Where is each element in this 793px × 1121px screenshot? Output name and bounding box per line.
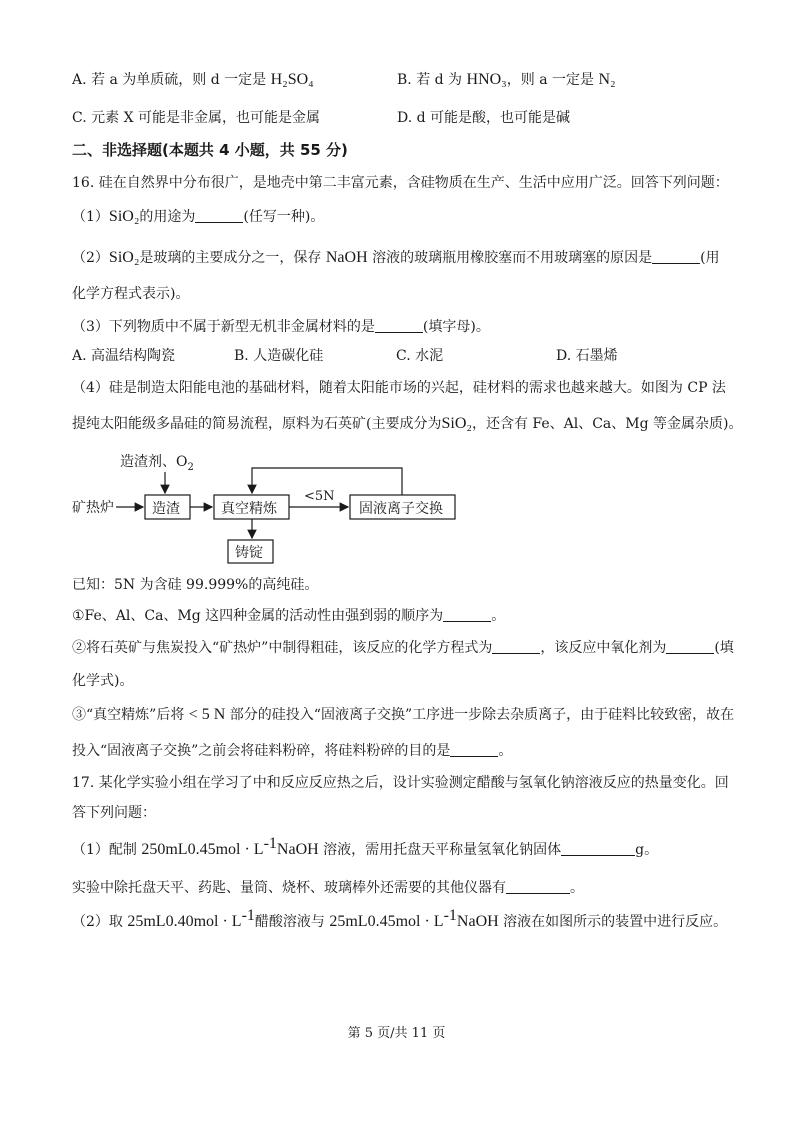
option-d: D. d 可能是酸，也可能是碱 xyxy=(397,110,571,126)
option-c: C. 元素 X 可能是非金属，也可能是金属 xyxy=(72,110,320,126)
option-a-text: A. 若 a 为单质硫，则 d 一定是 xyxy=(72,72,271,88)
q16-option-d: D. 石墨烯 xyxy=(556,348,618,364)
answer-blank[interactable] xyxy=(561,841,635,856)
flow-input-label: 矿热炉 xyxy=(72,500,114,516)
q16-part2-formula: SiO₂ xyxy=(108,249,140,266)
q17-part2 xyxy=(72,907,728,932)
q16-part1 xyxy=(72,207,324,227)
q17-part1-text: 溶液，需用托盘天平称量氢氧化钠固体 xyxy=(318,842,562,858)
q16-sub2-tail: (填 xyxy=(714,640,734,656)
flow-arrow-label: <5N xyxy=(304,489,335,504)
q16-part2 xyxy=(72,248,720,268)
flow-reagent-label: 造渣剂、$O_2$ xyxy=(120,454,194,473)
q17-part1-line2-tail: 。 xyxy=(570,880,584,896)
q16-part2-naoh: NaOH xyxy=(325,249,368,266)
q17-part1-unit: g。 xyxy=(635,842,659,858)
flow-box-ion-label: 固液离子交换 xyxy=(359,501,443,517)
q16-part4-text: 提纯太阳能级多晶硅的简易流程，原料为石英矿(主要成分为 xyxy=(72,416,442,432)
q17-part1-sup: -1 xyxy=(263,835,277,852)
answer-blank[interactable] xyxy=(666,639,714,654)
answer-blank[interactable] xyxy=(450,742,498,757)
flow-diagram xyxy=(70,446,470,566)
q16-sub3-line2-text: 投入“固液离子交换”之前会将硅料粉碎，将硅料粉碎的目的是 xyxy=(72,743,451,759)
q16-sub1-tail: 。 xyxy=(491,608,506,624)
q16-sub3 xyxy=(72,705,734,725)
q16-part3-text: （3）下列物质中不属于新型无机非金属材料的是 xyxy=(72,319,375,335)
q16-sub3-text2: 部分的硅投入“固液离子交换”工序进一步除去杂质离子，由于硅料比较致密，故在 xyxy=(225,707,735,723)
option-b-text2: ，则 a 一定是 xyxy=(506,72,599,88)
q16-sub3-line2 xyxy=(72,741,512,761)
q17-part1-number: （1）配制 xyxy=(72,842,142,858)
answer-blank[interactable] xyxy=(506,879,570,894)
q16-part3-tail: (填字母)。 xyxy=(422,319,490,335)
q17-part1-line2 xyxy=(72,878,584,898)
q16-option-b: B. 人造碳化硅 xyxy=(234,348,324,364)
q16-part1-formula: SiO₂ xyxy=(108,208,140,225)
q16-part2-text: 是玻璃的主要成分之一，保存 xyxy=(139,250,326,266)
q17-part2-number: （2）取 xyxy=(72,914,128,930)
q17-part2-sup2: -1 xyxy=(443,907,457,924)
flow-box-slag-label: 造渣 xyxy=(152,501,180,517)
option-a xyxy=(72,70,314,90)
page-footer: 第 5 页/共 11 页 xyxy=(347,1026,446,1041)
q16-sub2-text: ②将石英矿与焦炭投入“矿热炉”中制得粗硅，该反应的化学方程式为 xyxy=(72,640,493,656)
q16-part3 xyxy=(72,317,490,337)
answer-blank[interactable] xyxy=(375,318,423,333)
q16-part2-text2: 溶液的玻璃瓶用橡胶塞而不用玻璃塞的原因是 xyxy=(367,250,653,266)
q17-part1 xyxy=(72,835,659,860)
q16-sub3-tail: 。 xyxy=(498,743,513,759)
q17-part2-text: 醋酸溶液与 xyxy=(254,914,330,930)
option-b-formula2: N₂ xyxy=(598,71,616,88)
q16-known: 已知：5N 为含硅 99.999%的高纯硅。 xyxy=(72,577,319,593)
q17-part1-line2-text: 实验中除托盘天平、药匙、量筒、烧杯、玻璃棒外还需要的其他仪器有 xyxy=(72,880,506,896)
q17-part2-formula1: 25mL0.40mol · L xyxy=(127,913,242,930)
q16-part2-line2: 化学方程式表示)。 xyxy=(72,286,190,302)
section-heading: 二、非选择题(本题共 4 小题，共 55 分) xyxy=(72,141,348,159)
q16-sub3-symbol: < 5 N xyxy=(188,706,226,723)
q17-part1-naoh: NaOH xyxy=(276,841,319,858)
answer-blank[interactable] xyxy=(195,208,243,223)
q16-part1-text: 的用途为 xyxy=(139,209,196,225)
q17-part1-formula: 250mL0.45mol · L xyxy=(141,841,264,858)
q17-part2-naoh: NaOH xyxy=(456,913,499,930)
q16-option-c: C. 水泥 xyxy=(396,348,444,364)
q16-sub1 xyxy=(72,606,505,626)
q16-sub3-text: ③“真空精炼”后将 xyxy=(72,707,189,723)
option-b-text: B. 若 d 为 xyxy=(397,72,467,88)
q16-sub1-text: ①Fe、Al、Ca、Mg 这四种金属的活动性由强到弱的顺序为 xyxy=(72,608,444,624)
q17-stem-line2: 答下列问题： xyxy=(72,805,156,821)
q16-sub2-line2: 化学式)。 xyxy=(72,673,134,689)
option-a-formula: H₂SO₄ xyxy=(270,71,314,88)
q16-part4-line1: （4）硅是制造太阳能电池的基础材料，随着太阳能市场的兴起，硅材料的需求也越来越大。如图为 CP 法 xyxy=(72,380,726,396)
option-b-formula: HNO₃ xyxy=(466,71,507,88)
q16-option-a: A. 高温结构陶瓷 xyxy=(72,348,176,364)
q16-sub2 xyxy=(72,638,734,658)
q17-part2-text2: 溶液在如图所示的装置中进行反应。 xyxy=(498,914,728,930)
q17-part2-sup1: -1 xyxy=(241,907,255,924)
q17-part2-formula2: 25mL0.45mol · L xyxy=(329,913,444,930)
q16-part2-tail: (用 xyxy=(700,250,720,266)
q16-part4-formula: SiO₂ xyxy=(441,415,472,432)
q16-stem: 16. 硅在自然界中分布很广，是地壳中第二丰富元素，含硅物质在生产、生活中应用广泛。回答下列问题： xyxy=(72,175,729,191)
flow-box-vacuum-label: 真空精炼 xyxy=(221,501,277,517)
q16-part1-number: （1） xyxy=(72,209,109,225)
flow-box-ingot-label: 铸锭 xyxy=(235,545,263,561)
q16-part4-line2 xyxy=(72,414,743,434)
answer-blank[interactable] xyxy=(443,607,491,622)
q17-stem-line1: 17. 某化学实验小组在学习了中和反应反应热之后，设计实验测定醋酸与氢氧化钠溶液反应的热量变化。回 xyxy=(72,775,729,791)
q16-part2-number: （2） xyxy=(72,250,109,266)
option-b xyxy=(397,70,616,90)
q16-part4-text2: ，还含有 Fe、Al、Ca、Mg 等金属杂质)。 xyxy=(471,416,743,432)
q16-part1-tail: (任写一种)。 xyxy=(243,209,325,225)
q16-sub2-mid: ，该反应中氧化剂为 xyxy=(540,640,667,656)
answer-blank[interactable] xyxy=(492,639,540,654)
answer-blank[interactable] xyxy=(652,249,700,264)
